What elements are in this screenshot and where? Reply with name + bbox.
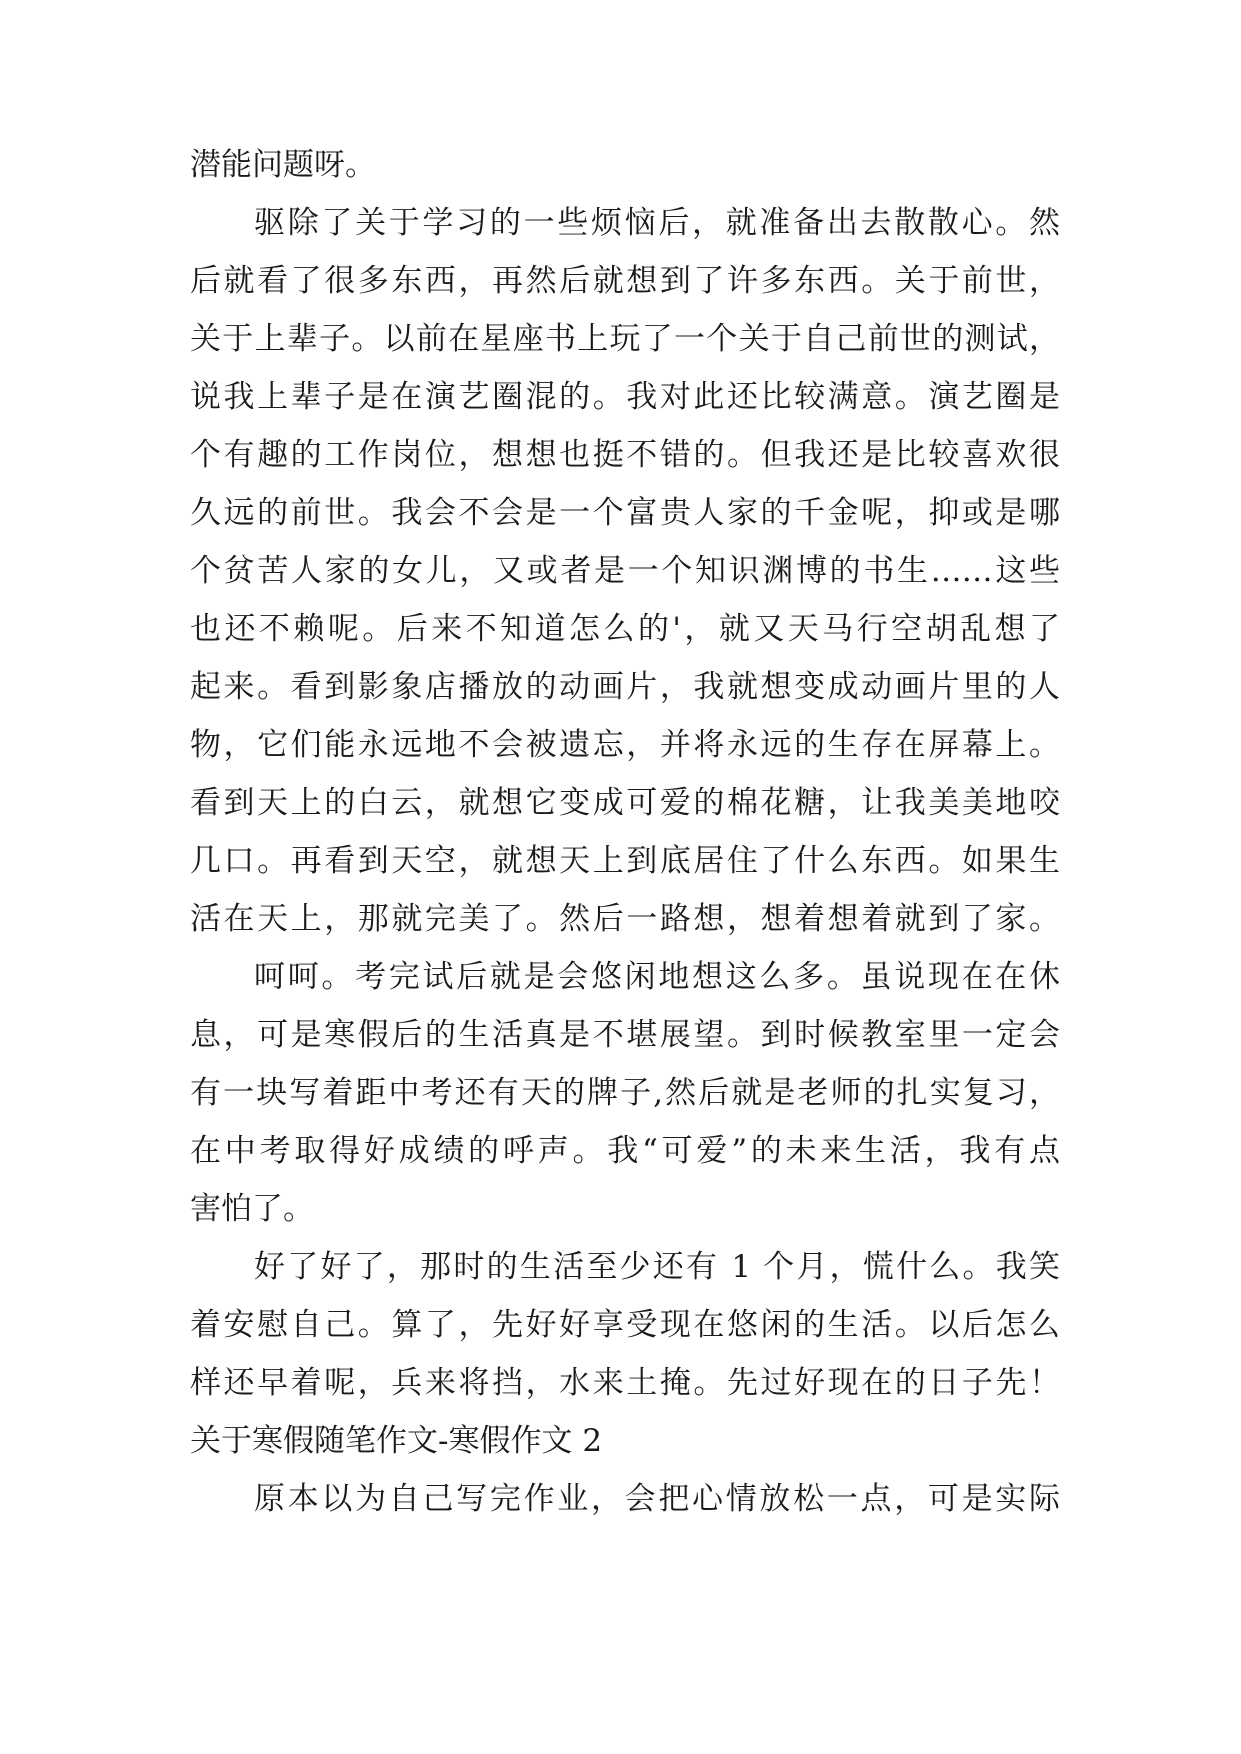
paragraph-line: 活在天上，那就完美了。然后一路想，想着想着就到了家。 — [190, 901, 1060, 937]
paragraph-line: 几口。再看到天空，就想天上到底居住了什么东西。如果生 — [190, 843, 1060, 879]
paragraph-first-line: 好了好了，那时的生活至少还有 1 个月，慌什么。我笑 — [254, 1249, 1060, 1285]
paragraph-line: 后就看了很多东西，再然后就想到了许多东西。关于前世， — [190, 263, 1060, 299]
paragraph-first-line: 驱除了关于学习的一些烦恼后，就准备出去散散心。然 — [254, 205, 1060, 241]
paragraph-line: 起来。看到影象店播放的动画片，我就想变成动画片里的人 — [190, 669, 1060, 705]
paragraph-line: 着安慰自己。算了，先好好享受现在悠闲的生活。以后怎么 — [190, 1307, 1060, 1343]
paragraph-line: 潜能问题呀。 — [190, 147, 376, 183]
section-heading: 关于寒假随笔作文-寒假作文 2 — [190, 1423, 603, 1459]
paragraph-line: 久远的前世。我会不会是一个富贵人家的千金呢，抑或是哪 — [190, 495, 1060, 531]
paragraph-line: 样还早着呢，兵来将挡，水来土掩。先过好现在的日子先！ — [190, 1365, 1060, 1401]
paragraph-line: 说我上辈子是在演艺圈混的。我对此还比较满意。演艺圈是 — [190, 379, 1060, 415]
paragraph-line: 物，它们能永远地不会被遗忘，并将永远的生存在屏幕上。 — [190, 727, 1060, 763]
paragraph-line: 息，可是寒假后的生活真是不堪展望。到时候教室里一定会 — [190, 1017, 1060, 1053]
paragraph-first-line: 呵呵。考完试后就是会悠闲地想这么多。虽说现在在休 — [254, 959, 1060, 995]
paragraph-first-line: 原本以为自己写完作业，会把心情放松一点，可是实际 — [254, 1481, 1060, 1517]
paragraph-line: 有一块写着距中考还有天的牌子,然后就是老师的扎实复习， — [190, 1075, 1060, 1111]
paragraph-line: 看到天上的白云，就想它变成可爱的棉花糖，让我美美地咬 — [190, 785, 1060, 821]
paragraph-line: 害怕了。 — [190, 1191, 314, 1227]
paragraph-line: 也还不赖呢。后来不知道怎么的'，就又天马行空胡乱想了 — [190, 611, 1060, 647]
paragraph-line: 在中考取得好成绩的呼声。我“可爱”的未来生活，我有点 — [190, 1133, 1060, 1169]
paragraph-line: 个有趣的工作岗位，想想也挺不错的。但我还是比较喜欢很 — [190, 437, 1060, 473]
paragraph-line: 个贫苦人家的女儿，又或者是一个知识渊博的书生……这些 — [190, 553, 1060, 589]
paragraph-line: 关于上辈子。以前在星座书上玩了一个关于自己前世的测试， — [190, 321, 1060, 357]
